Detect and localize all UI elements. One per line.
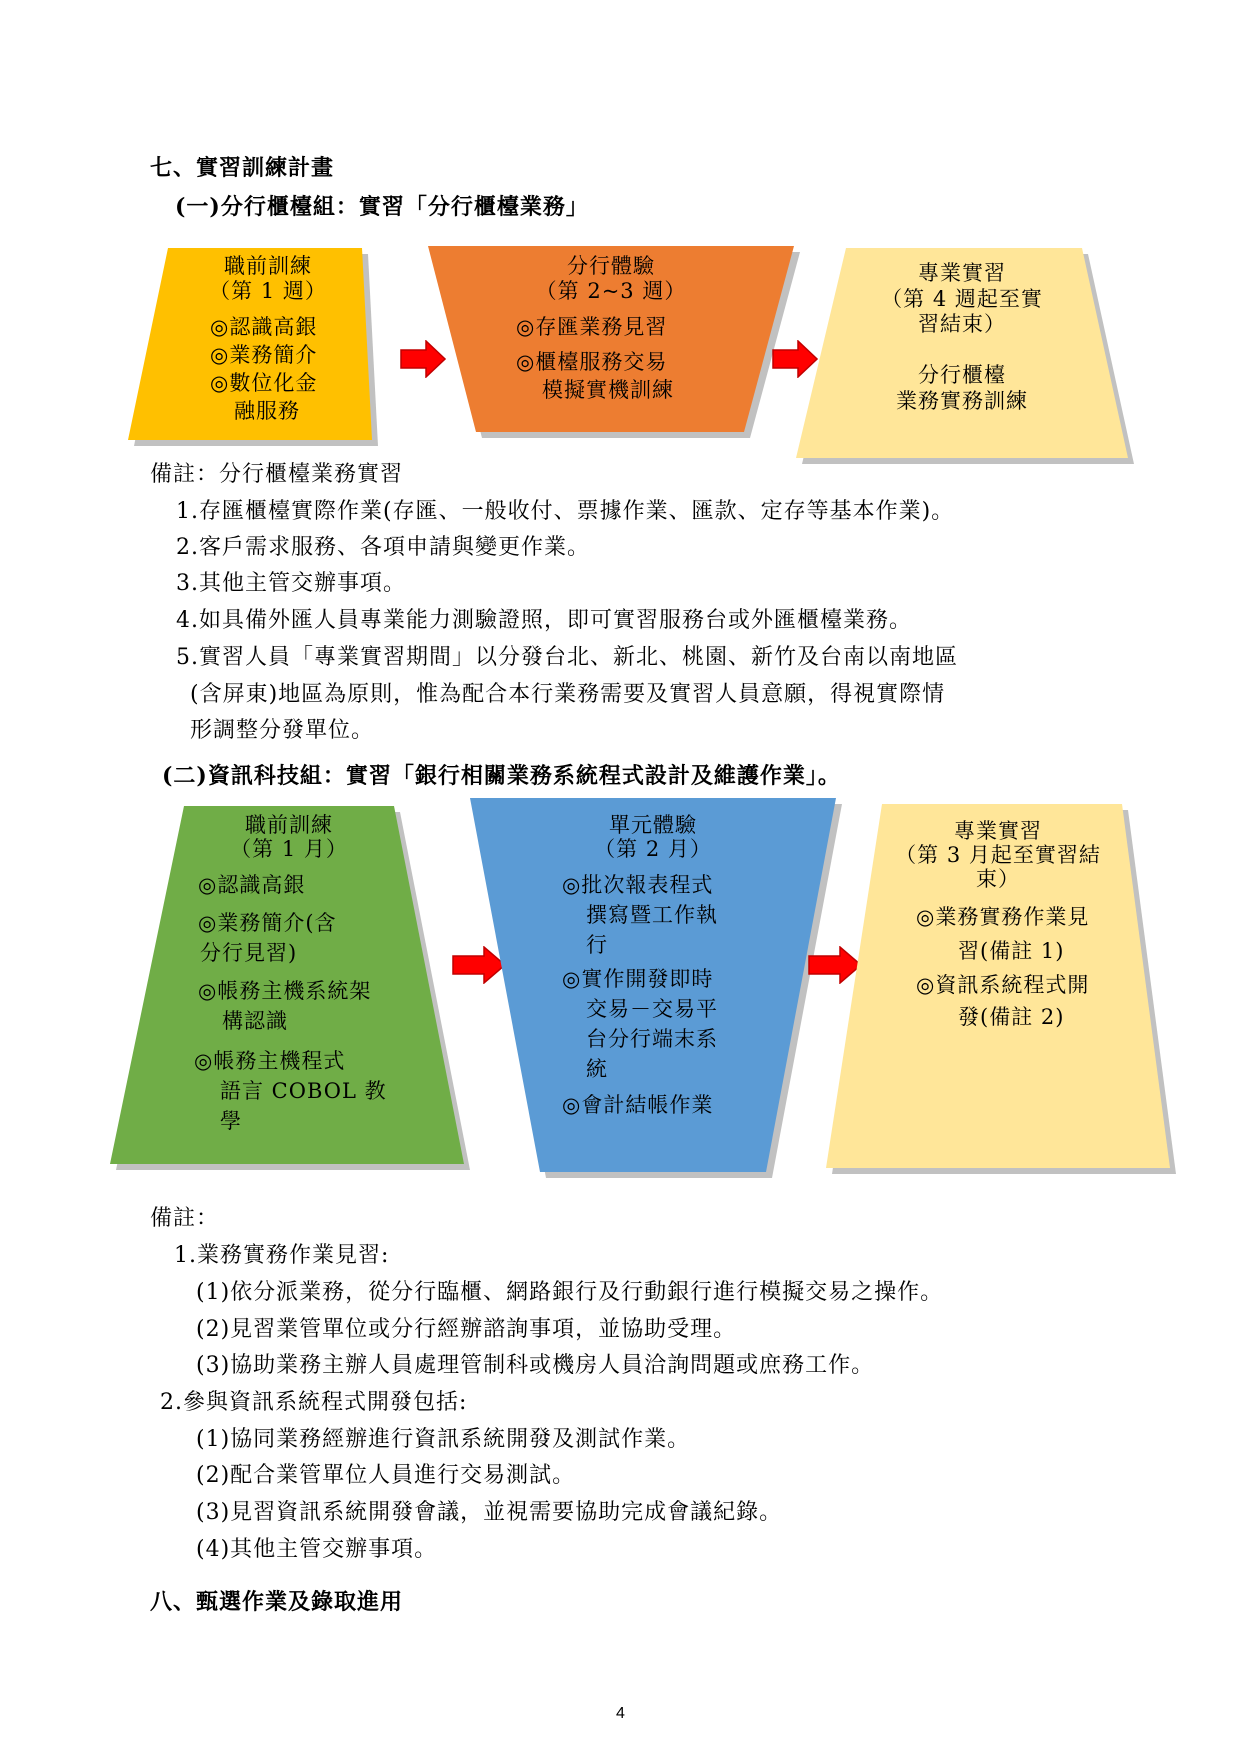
flow2-box3-item: 發(備註 2): [958, 1005, 1065, 1029]
page-number: 4: [616, 1705, 625, 1722]
flow1-box1-item: ◎業務簡介: [210, 343, 318, 367]
flow2-box3-period: （第 3 月起至實習結: [895, 843, 1101, 867]
flow1-box2-item: 模擬實機訓練: [542, 378, 674, 402]
flow2-box1-item: ◎業務簡介(含: [198, 911, 337, 935]
flow2-box1-item: ◎帳務主機程式: [194, 1049, 346, 1073]
flow2-box2-item: ◎會計結帳作業: [562, 1093, 714, 1117]
section-8-heading: 八、甄選作業及錄取進用: [150, 1589, 404, 1615]
section-7-heading: 七、實習訓練計畫: [150, 155, 335, 181]
flow2-box2-item: 交易－交易平: [586, 997, 718, 1021]
flow2-box1-item: 構認識: [222, 1009, 288, 1033]
flow2-box2-item: 行: [586, 933, 608, 957]
flow2-box2-period: （第 2 月）: [594, 837, 712, 861]
flow2-pretraining-box: [110, 806, 470, 1170]
note2-item1-sub: (1)依分派業務，從分行臨櫃、網路銀行及行動銀行進行模擬交易之操作。: [196, 1280, 944, 1305]
note1-line: 2.客戶需求服務、各項申請與變更作業。: [176, 535, 590, 560]
note2-item2-sub: (3)見習資訊系統開發會議，並視需要協助完成會議紀錄。: [196, 1500, 783, 1525]
note1-line: 1.存匯櫃檯實際作業(存匯、一般收付、票據作業、匯款、定存等基本作業)。: [176, 499, 955, 524]
flow2-box2-item: ◎批次報表程式: [562, 873, 714, 897]
flow1-box2-item: ◎櫃檯服務交易: [516, 350, 668, 374]
flow2-box2-title: 單元體驗: [609, 813, 697, 837]
note2-item1: 1.業務實務作業見習:: [174, 1243, 390, 1268]
flow2-box1-item: 語言 COBOL 教: [220, 1079, 387, 1103]
note2-label: 備註：: [150, 1206, 220, 1231]
flow1-pretraining-box: [128, 248, 378, 446]
note2-item1-sub: (2)見習業管單位或分行經辦諮詢事項，並協助受理。: [196, 1317, 737, 1342]
flow2-box1-item: ◎帳務主機系統架: [198, 979, 372, 1003]
subsection-1-heading: (一)分行櫃檯組：實習「分行櫃檯業務」: [175, 194, 589, 220]
flow1-box3-item: 業務實務訓練: [896, 389, 1028, 413]
flow1-box1-item: ◎數位化金: [210, 371, 318, 395]
note2-item2-sub: (4)其他主管交辦事項。: [196, 1537, 438, 1562]
subsection-2-heading: (二)資訊科技組：實習「銀行相關業務系統程式設計及維護作業」。: [162, 763, 841, 789]
flow2-box3-period: 束）: [976, 867, 1020, 891]
flow2-box3-item: ◎資訊系統程式開: [916, 973, 1090, 997]
flow2-box3-item: ◎業務實務作業見: [916, 905, 1090, 929]
flow2-box3-item: 習(備註 1): [958, 939, 1065, 963]
flow1-professional-internship-box: [796, 248, 1134, 464]
flow2-box2-item: 統: [586, 1057, 608, 1081]
flow1-box1-item: ◎認識高銀: [210, 315, 318, 339]
flow2-professional-internship-box: [826, 804, 1176, 1174]
flow1-box3-item: 分行櫃檯: [918, 363, 1006, 387]
note2-item2: 2.參與資訊系統程式開發包括:: [160, 1390, 468, 1415]
flow1-box1-title: 職前訓練: [224, 254, 312, 278]
flow1-branch-experience-box: [428, 246, 800, 438]
flow2-box1-period: （第 1 月）: [230, 837, 348, 861]
note2-item2-sub: (1)協同業務經辦進行資訊系統開發及測試作業。: [196, 1427, 691, 1452]
flow1-box1-period: （第 1 週）: [209, 279, 327, 303]
flow2-box1-title: 職前訓練: [245, 813, 333, 837]
flow1-box2-period: （第 2~3 週）: [535, 279, 687, 303]
flow1-box2-title: 分行體驗: [567, 254, 655, 278]
note1-line: 形調整分發單位。: [190, 718, 375, 743]
note1-line: (含屏東)地區為原則，惟為配合本行業務需要及實習人員意願，得視實際情: [190, 682, 946, 707]
note1-label: 備註：分行櫃檯業務實習: [150, 462, 404, 487]
flow1-box3-period: （第 4 週起至實: [881, 287, 1043, 311]
note1-line: 3.其他主管交辦事項。: [176, 571, 406, 596]
flow1-box1-item: 融服務: [234, 399, 300, 423]
flow1-box3-title: 專業實習: [918, 261, 1006, 285]
note1-line: 4.如具備外匯人員專業能力測驗證照，即可實習服務台或外匯櫃檯業務。: [176, 608, 912, 633]
note2-item1-sub: (3)協助業務主辦人員處理管制科或機房人員洽詢問題或庶務工作。: [196, 1353, 875, 1378]
flow2-box1-item: ◎認識高銀: [198, 873, 306, 897]
note2-item2-sub: (2)配合業管單位人員進行交易測試。: [196, 1463, 576, 1488]
flow2-box2-item: 台分行端末系: [586, 1027, 718, 1051]
note1-line: 5.實習人員「專業實習期間」以分發台北、新北、桃園、新竹及台南以南地區: [176, 645, 958, 670]
flow2-unit-experience-box: [470, 798, 842, 1178]
flow2-box1-item: 分行見習): [200, 941, 298, 965]
flow2-box1-item: 學: [220, 1109, 242, 1133]
flow1-box2-item: ◎存匯業務見習: [516, 315, 668, 339]
flow2-box2-item: ◎實作開發即時: [562, 967, 714, 991]
flow2-box2-item: 撰寫暨工作執: [586, 903, 718, 927]
flow1-box3-period: 習結束）: [918, 312, 1006, 336]
flow2-box3-title: 專業實習: [954, 819, 1042, 843]
